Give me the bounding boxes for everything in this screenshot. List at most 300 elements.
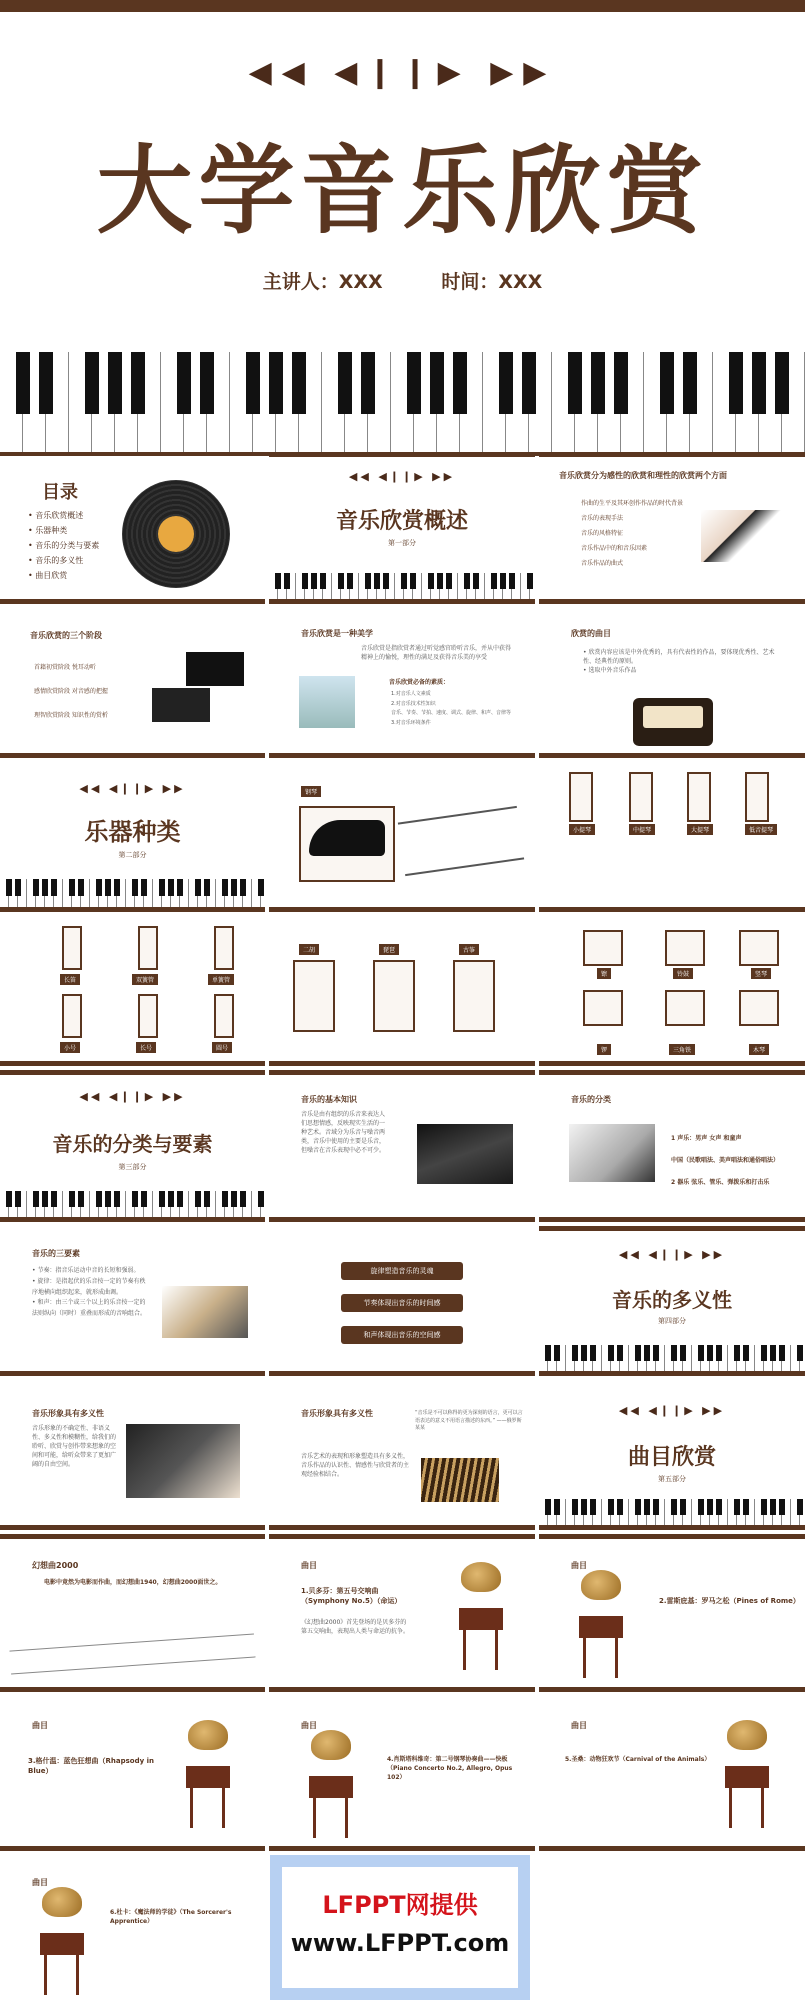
black-key [770,1345,775,1361]
instrument-label: 大提琴 [687,824,713,835]
black-key [96,879,101,896]
slide-title: 曲目 [301,1721,317,1730]
black-key [131,352,144,414]
slide-piece-2[interactable] [539,1534,805,1692]
slide-piano[interactable] [269,762,535,912]
piano-keyboard [269,573,535,599]
slide-percussion[interactable] [539,916,805,1066]
slide-polysemy-2[interactable] [269,1380,535,1530]
piano-keyboard [0,1191,265,1217]
black-key [141,1191,146,1207]
black-key [33,879,38,896]
black-key [680,1499,685,1515]
black-key [246,352,259,414]
slide-polysemy-1[interactable] [0,1380,265,1530]
toc-item: • 曲目欣赏 [28,568,99,583]
slide-controls: ◀◀ ◀❙❙▶ ▶▶ [618,1404,726,1417]
instrument-label: 中提琴 [629,824,655,835]
slide-title: 欣赏的曲目 [571,629,611,638]
instrument-label: 单簧管 [208,974,234,985]
black-key [200,352,213,414]
slide-piece-3[interactable] [0,1696,265,1851]
instrument-label: 琵琶 [379,944,399,955]
slide-piece-5[interactable] [539,1696,805,1851]
summary-pill: 节奏体现出音乐的时间感 [341,1294,463,1312]
harp-image [739,930,779,966]
black-key [734,1345,739,1361]
black-key [338,573,343,589]
black-key [572,1345,577,1361]
black-key [374,573,379,589]
slide-title: 幻想曲2000 [32,1561,79,1570]
double-bass-image [745,772,769,822]
pipa-image [373,960,415,1032]
section-title: 音乐的多义性 [612,1288,732,1312]
black-key [527,573,532,589]
black-key [159,1191,164,1207]
black-key [734,1499,739,1515]
black-key [590,1345,595,1361]
black-key [572,1499,577,1515]
oboe-image [138,926,158,970]
black-key [707,1345,712,1361]
presenter-label: 主讲人：XXX [262,271,383,293]
black-key [231,1191,236,1207]
toc-item: • 乐器种类 [28,523,99,538]
black-key [707,1499,712,1515]
slide-chinese-instruments[interactable] [269,916,535,1066]
black-key [743,1499,748,1515]
black-key [473,573,478,589]
black-key [407,352,420,414]
slide-winds[interactable] [0,916,265,1066]
section-subtitle: 第二部分 [118,851,147,859]
black-key [761,1499,766,1515]
instrument-label: 铃鼓 [673,968,693,979]
black-key [15,879,20,896]
toc-item: • 音乐的分类与要素 [28,538,99,553]
instrument-label: 小提琴 [569,824,595,835]
black-key [671,1345,676,1361]
black-key [204,1191,209,1207]
slide-body: 音乐形象的不确定性、非语义性、多义性和模糊性，给我们的聆听、欣赏与创作带来想象的空间和可能，给听众带来了更加广阔的自由空间。 [32,1425,117,1468]
erhu-image [293,960,335,1032]
toc-title: 目录 [42,482,78,503]
section-title: 曲目欣赏 [627,1445,716,1470]
black-key [51,879,56,896]
slide-body: 《幻想曲2000》首先登场的是贝多芬的第五交响曲，表现出人类与命运的抗争。 [301,1619,410,1635]
slide-section-5[interactable] [539,1380,805,1530]
black-key [195,1191,200,1207]
violin-image [569,772,593,822]
black-key [96,1191,101,1207]
black-key [132,879,137,896]
black-key [617,1499,622,1515]
black-key [78,879,83,896]
piano-keyboard [0,879,265,907]
black-key [269,352,282,414]
repertoire-item: • 选取中外音乐作品 [583,666,783,675]
piece-title: 3.格什温：蓝色狂想曲（Rhapsody in Blue） [28,1757,155,1775]
slide-title: 音乐的三要素 [32,1249,80,1258]
black-key [590,1499,595,1515]
media-controls: ◀◀ ◀❙❙▶ ▶▶ [248,55,557,90]
repertoire-list [583,648,783,675]
requirement-list [391,690,521,728]
black-key [779,1499,784,1515]
top-bar [0,0,805,12]
black-key [683,352,696,414]
slide-strings[interactable] [539,762,805,912]
stage-item: 感情欣赏阶段 对音感的把握 [34,688,108,695]
black-key [635,1499,640,1515]
instrument-label: 双簧管 [132,974,158,985]
piano-keyboard [539,1345,805,1371]
slide-body: 音乐是由有组织的乐音来表达人们思想情感，反映现实生活的一种艺术。音域分为乐音与噪音两类，音乐中使用的主要是乐音，但噪音在音乐表现中必不可少。 [301,1111,386,1154]
piece-title: 1.贝多芬：第五号交响曲（Symphony No.5）（命运） [301,1587,402,1605]
slide-title: 音乐形象具有多义性 [301,1409,373,1418]
black-key [410,573,415,589]
slide-body: 音乐欣赏是指欣赏者通过听觉感官聆听音乐，并从中获得精神上的愉悦，理性的满足及获得音乐美的享受 [361,645,512,661]
black-key [698,1345,703,1361]
slide-title: 曲目 [32,1878,48,1887]
black-key [383,573,388,589]
piano-keys-photo [569,1124,655,1182]
piece-title: 2.雷斯庇基：罗马之松（Pines of Rome） [659,1597,800,1605]
instrument-label: 古筝 [459,944,479,955]
black-key [698,1499,703,1515]
instrument-label: 长笛 [60,974,80,985]
piano-playing-photo [126,1424,240,1498]
slide-basic-knowledge[interactable] [269,1070,535,1222]
black-key [6,1191,11,1207]
black-key [653,1499,658,1515]
black-key [258,879,263,896]
slide-title: 曲目 [571,1561,587,1570]
music-photo [186,652,244,686]
slide-toc[interactable] [0,456,265,604]
gramophone-icon [459,1562,509,1672]
black-key [743,1345,748,1361]
french-horn-image [214,994,234,1038]
black-key [42,879,47,896]
black-key [365,573,370,589]
instrument-label: 三角铁 [669,1044,695,1055]
strings-photo [162,1286,248,1338]
gramophone-icon [579,1570,629,1680]
slide-title: 音乐欣赏的三个阶段 [30,631,102,640]
xylophone-image [739,990,779,1026]
slide-piece-6[interactable] [0,1855,265,2010]
slide-piece-1[interactable] [269,1534,535,1692]
watermark-line1: LFPPT网提供 [322,1891,478,1919]
black-key [729,352,742,414]
page-title: 大学音乐欣赏 [96,135,709,247]
watermark-line2[interactable]: www.LFPPT.com [290,1929,510,1957]
requirement-item: 3.对音乐环境条件 [391,719,431,726]
watermark-banner[interactable] [270,1855,530,2000]
gramophone-icon [309,1730,359,1840]
piece-title: 5.圣桑：动物狂欢节（Carnival of the Animals） [565,1756,711,1763]
black-key [320,573,325,589]
black-key [39,352,52,414]
black-key [608,1345,613,1361]
trumpet-image [62,994,82,1038]
black-key [168,1191,173,1207]
black-key [453,352,466,414]
black-key [581,1345,586,1361]
black-key [779,1345,784,1361]
requirement-item: 音乐、节奏、节拍、速度、调式、旋律、和声、音律等 [391,710,512,716]
quote-text: “音乐是不可以称得的更为深刻的语言，更可以言语表达的意义不用语言描述的东西。” ——俄罗斯某某 [415,1410,523,1431]
black-key [222,879,227,896]
elements-list [32,1266,150,1320]
black-key [752,352,765,414]
requirement-item: 2.对音乐技术性知识 [391,700,436,707]
aspect-item: 音乐的表现手法 [581,515,624,522]
piano-keyboard [539,1499,805,1525]
music-notes-icon [398,806,524,876]
black-key [258,1191,263,1207]
slide-title: 音乐形象具有多义性 [32,1409,104,1418]
metronome-photo [299,676,355,728]
instrument-label: 锣 [597,1044,611,1055]
black-key [430,352,443,414]
aspect-item: 音乐作品的曲式 [581,560,624,567]
black-key [509,573,514,589]
black-key [554,1345,559,1361]
instrument-label: 圆号 [212,1042,232,1053]
black-key [69,1191,74,1207]
piece-title: 4.肖斯塔科维奇：第二号钢琴协奏曲——快板（Piano Concerto No.2, Allegro, Opus 102） [387,1756,513,1781]
grand-piano-icon [309,820,385,856]
element-item: • 旋律：是指起伏的乐音按一定的节奏有秩序地横向组织起来，就形成曲调。 [32,1277,150,1299]
slide-section-3[interactable] [0,1070,265,1222]
trombone-image [138,994,158,1038]
section-title: 乐器种类 [84,818,181,846]
element-item: • 节奏：指音乐运动中音的长短和强弱。 [32,1266,150,1277]
black-key [16,352,29,414]
black-key [204,879,209,896]
black-key [132,1191,137,1207]
slide-title: 音乐欣赏分为感性的欣赏和理性的欣赏两个方面 [559,471,727,480]
slide-elements-summary[interactable] [269,1226,535,1376]
section-subtitle: 第三部分 [118,1163,147,1171]
slide-title: 音乐的基本知识 [301,1095,357,1104]
black-key [716,1345,721,1361]
black-key [168,879,173,896]
black-key [581,1499,586,1515]
black-key [240,879,245,896]
black-key [635,1345,640,1361]
black-key [15,1191,20,1207]
black-key [6,879,11,896]
time-label: 时间：XXX [441,271,543,293]
black-key [177,352,190,414]
aspect-item: 作曲的生平及其环创作作品的时代背景 [581,500,684,507]
cello-image [687,772,711,822]
slide-controls: ◀◀ ◀❙❙▶ ▶▶ [348,470,456,483]
section-subtitle: 第五部分 [658,1475,686,1483]
black-key [108,352,121,414]
black-key [231,879,236,896]
slide-controls: ◀◀ ◀❙❙▶ ▶▶ [79,1090,186,1103]
classification-item: 中国（民歌唱法、美声唱法和通俗唱法） [671,1157,780,1164]
black-key [797,1499,802,1515]
classification-item: 1 声乐：男声 女声 和童声 [671,1135,742,1142]
black-key [770,1499,775,1515]
slide-title: 曲目 [301,1561,317,1570]
guitar-photo [417,1124,513,1184]
slide-title: 曲目 [571,1721,587,1730]
section-title: 音乐欣赏概述 [335,509,468,534]
black-key [797,1345,802,1361]
toc-item: • 音乐欣赏概述 [28,508,99,523]
black-key [761,1345,766,1361]
classification-item: 2 器乐 弦乐、管乐、弹拨乐和打击乐 [671,1179,770,1186]
instrument-label: 长号 [136,1042,156,1053]
instrument-label: 镲 [597,968,611,979]
black-key [105,879,110,896]
presenter-line [0,267,805,294]
black-key [361,352,374,414]
black-key [195,879,200,896]
stage-item: 理智欣赏阶段 知识性的赏析 [34,712,108,719]
piece-title: 6.杜卡：《魔法师的学徒》（The Sorcerer's Apprentice） [110,1909,232,1925]
black-key [284,573,289,589]
triangle-image [665,990,705,1026]
slide-fantasia[interactable] [0,1534,265,1692]
black-key [78,1191,83,1207]
slide-aesthetics[interactable] [269,608,535,758]
black-key [114,879,119,896]
black-key [644,1499,649,1515]
instrument-label: 木琴 [749,1044,769,1055]
black-key [653,1345,658,1361]
slide-piece-4[interactable] [269,1696,535,1851]
black-key [608,1499,613,1515]
black-key [614,352,627,414]
aspect-item: 音乐的风格特征 [581,530,624,537]
slide-three-stages[interactable] [0,608,265,758]
black-key [222,1191,227,1207]
black-key [499,352,512,414]
clarinet-image [214,926,234,970]
instrument-tag: 钢琴 [301,786,321,797]
instrument-label: 低音提琴 [745,824,777,835]
black-key [545,1499,550,1515]
flute-photo [421,1458,499,1502]
gramophone-icon [725,1720,775,1830]
black-key [500,573,505,589]
black-key [660,352,673,414]
slide-controls: ◀◀ ◀❙❙▶ ▶▶ [618,1248,726,1261]
black-key [401,573,406,589]
slide-controls: ◀◀ ◀❙❙▶ ▶▶ [79,782,186,795]
black-key [177,1191,182,1207]
toc-list [28,508,99,583]
black-key [554,1499,559,1515]
black-key [716,1499,721,1515]
black-key [33,1191,38,1207]
black-key [275,573,280,589]
music-staff-icon [9,1633,255,1674]
guitar-photo [152,688,210,722]
stage-item: 首籍初赏阶段 悦耳动听 [34,664,96,671]
gong-image [583,990,623,1026]
slide-three-elements[interactable] [0,1226,265,1376]
slide-title: 曲目 [32,1721,48,1730]
instrument-label: 小号 [60,1042,80,1053]
black-key [159,879,164,896]
black-key [428,573,433,589]
slide-title: 音乐的分类 [571,1095,611,1104]
black-key [51,1191,56,1207]
black-key [437,573,442,589]
requirement-item: 1.对音乐人文素质 [391,691,431,697]
black-key [42,1191,47,1207]
cymbal-image [583,930,623,966]
slide-repertoire[interactable] [539,608,805,758]
aspect-item: 音乐作品中的和音乐因素 [581,545,648,552]
black-key [775,352,788,414]
slide-appreciation-aspects[interactable] [539,452,805,604]
instrument-label: 二胡 [299,944,319,955]
black-key [302,573,307,589]
section-subtitle: 第一部分 [388,539,416,547]
repertoire-item: • 欣赏内容应该是中外优秀的，具有代表性的作品，要体现优秀性、艺术性、经典性的原则。 [583,648,783,666]
slide-section-2[interactable] [0,762,265,912]
black-key [85,352,98,414]
slide-body: 音乐艺术的表现和形象塑造具有多义性，音乐作品的认识性、情感性与欣赏者的主观经验相结合。 [301,1453,410,1478]
black-key [69,879,74,896]
slide-section-4[interactable] [539,1226,805,1376]
black-key [644,1345,649,1361]
cassette-icon [633,698,713,746]
slide-title: 音乐欣赏是一种美学 [301,629,373,638]
instrument-label: 竖琴 [751,968,771,979]
slide-section-1[interactable] [269,452,535,604]
black-key [522,352,535,414]
black-key [141,879,146,896]
piano-hands-photo [701,510,783,562]
black-key [671,1499,676,1515]
slide-music-classification[interactable] [539,1070,805,1222]
element-item: • 和声：由三个或三个以上的乐音按一定的法则纵向（同时）重叠而形成的音响组合。 [32,1298,150,1320]
vinyl-record-icon [122,480,230,588]
black-key [568,352,581,414]
summary-pill: 旋律塑造音乐的灵魂 [341,1262,463,1280]
gramophone-icon [186,1720,236,1830]
black-key [680,1345,685,1361]
black-key [347,573,352,589]
gramophone-icon [40,1887,90,1997]
grand-piano-image [299,806,395,882]
black-key [545,1345,550,1361]
aspect-list [581,496,683,571]
black-key [240,1191,245,1207]
black-key [105,1191,110,1207]
black-key [292,352,305,414]
classification-list [671,1128,779,1194]
tambourine-image [665,930,705,966]
summary-pill: 和声体现出音乐的空间感 [341,1326,463,1344]
black-key [491,573,496,589]
guzheng-image [453,960,495,1032]
black-key [338,352,351,414]
black-key [177,879,182,896]
viola-image [629,772,653,822]
